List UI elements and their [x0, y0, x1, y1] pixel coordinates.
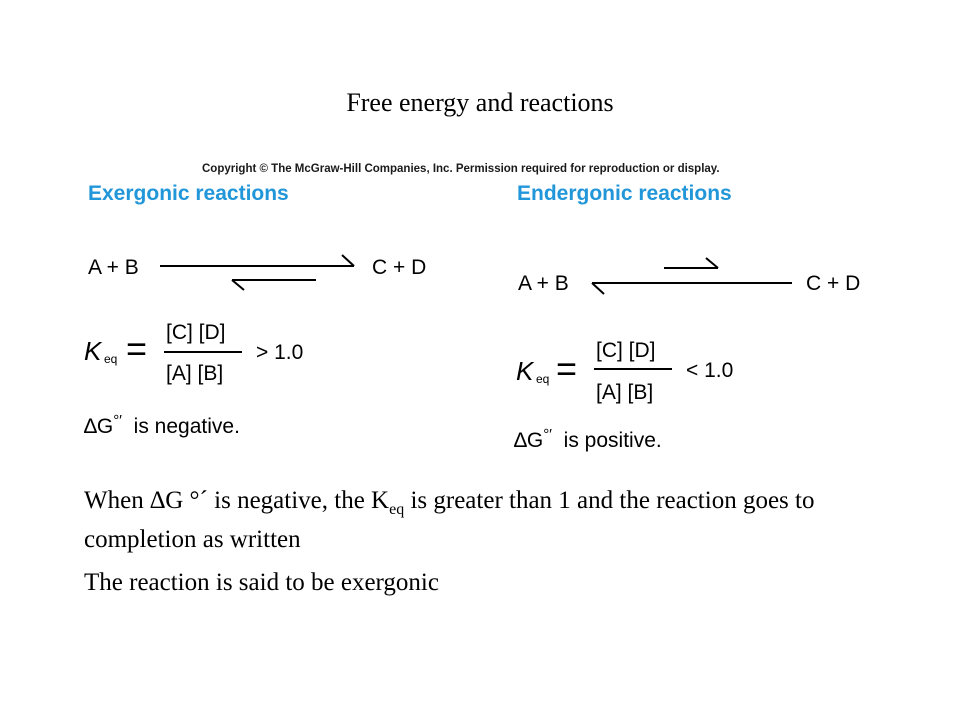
endergonic-heading: Endergonic reactions	[517, 182, 732, 205]
exergonic-comparison: > 1.0	[256, 341, 304, 364]
exergonic-reactants: A + B	[88, 256, 139, 279]
exergonic-equals: =	[126, 328, 148, 369]
slide-title: Free energy and reactions	[346, 88, 614, 117]
exergonic-k-subscript: eq	[104, 352, 118, 366]
endergonic-numerator: [C] [D]	[596, 339, 656, 362]
explanation-text	[84, 486, 884, 611]
explanation-line-2: The reaction is said to be exergonic	[84, 569, 439, 596]
endergonic-k-subscript: eq	[536, 372, 550, 386]
exergonic-heading: Exergonic reactions	[88, 182, 289, 205]
exergonic-fraction-bar	[164, 351, 242, 353]
endergonic-denominator: [A] [B]	[596, 381, 654, 404]
endergonic-k-symbol: K	[516, 356, 534, 386]
endergonic-comparison: < 1.0	[686, 359, 734, 382]
explanation-line-1: When ∆G °´ is negative, the $K_{eq}$ is greater than 1 and the reaction goes to completion as written	[84, 487, 815, 553]
exergonic-k-symbol: K	[84, 336, 102, 366]
exergonic-equilibrium-arrow	[158, 250, 368, 294]
exergonic-products: C + D	[372, 256, 427, 279]
exergonic-denominator: [A] [B]	[166, 362, 224, 385]
endergonic-fraction-bar	[594, 368, 672, 370]
endergonic-products: C + D	[806, 272, 861, 295]
endergonic-equilibrium-arrow	[586, 250, 802, 300]
endergonic-delta-g: ∆G°′ is positive.	[514, 426, 662, 452]
copyright-notice: Copyright © The McGraw-Hill Companies, Inc. Permission required for reproduction or display.	[202, 163, 720, 175]
endergonic-equals: =	[556, 348, 578, 389]
exergonic-numerator: [C] [D]	[166, 321, 226, 344]
endergonic-reactants: A + B	[518, 272, 569, 295]
exergonic-delta-g: ∆G°′ is negative.	[84, 412, 240, 438]
